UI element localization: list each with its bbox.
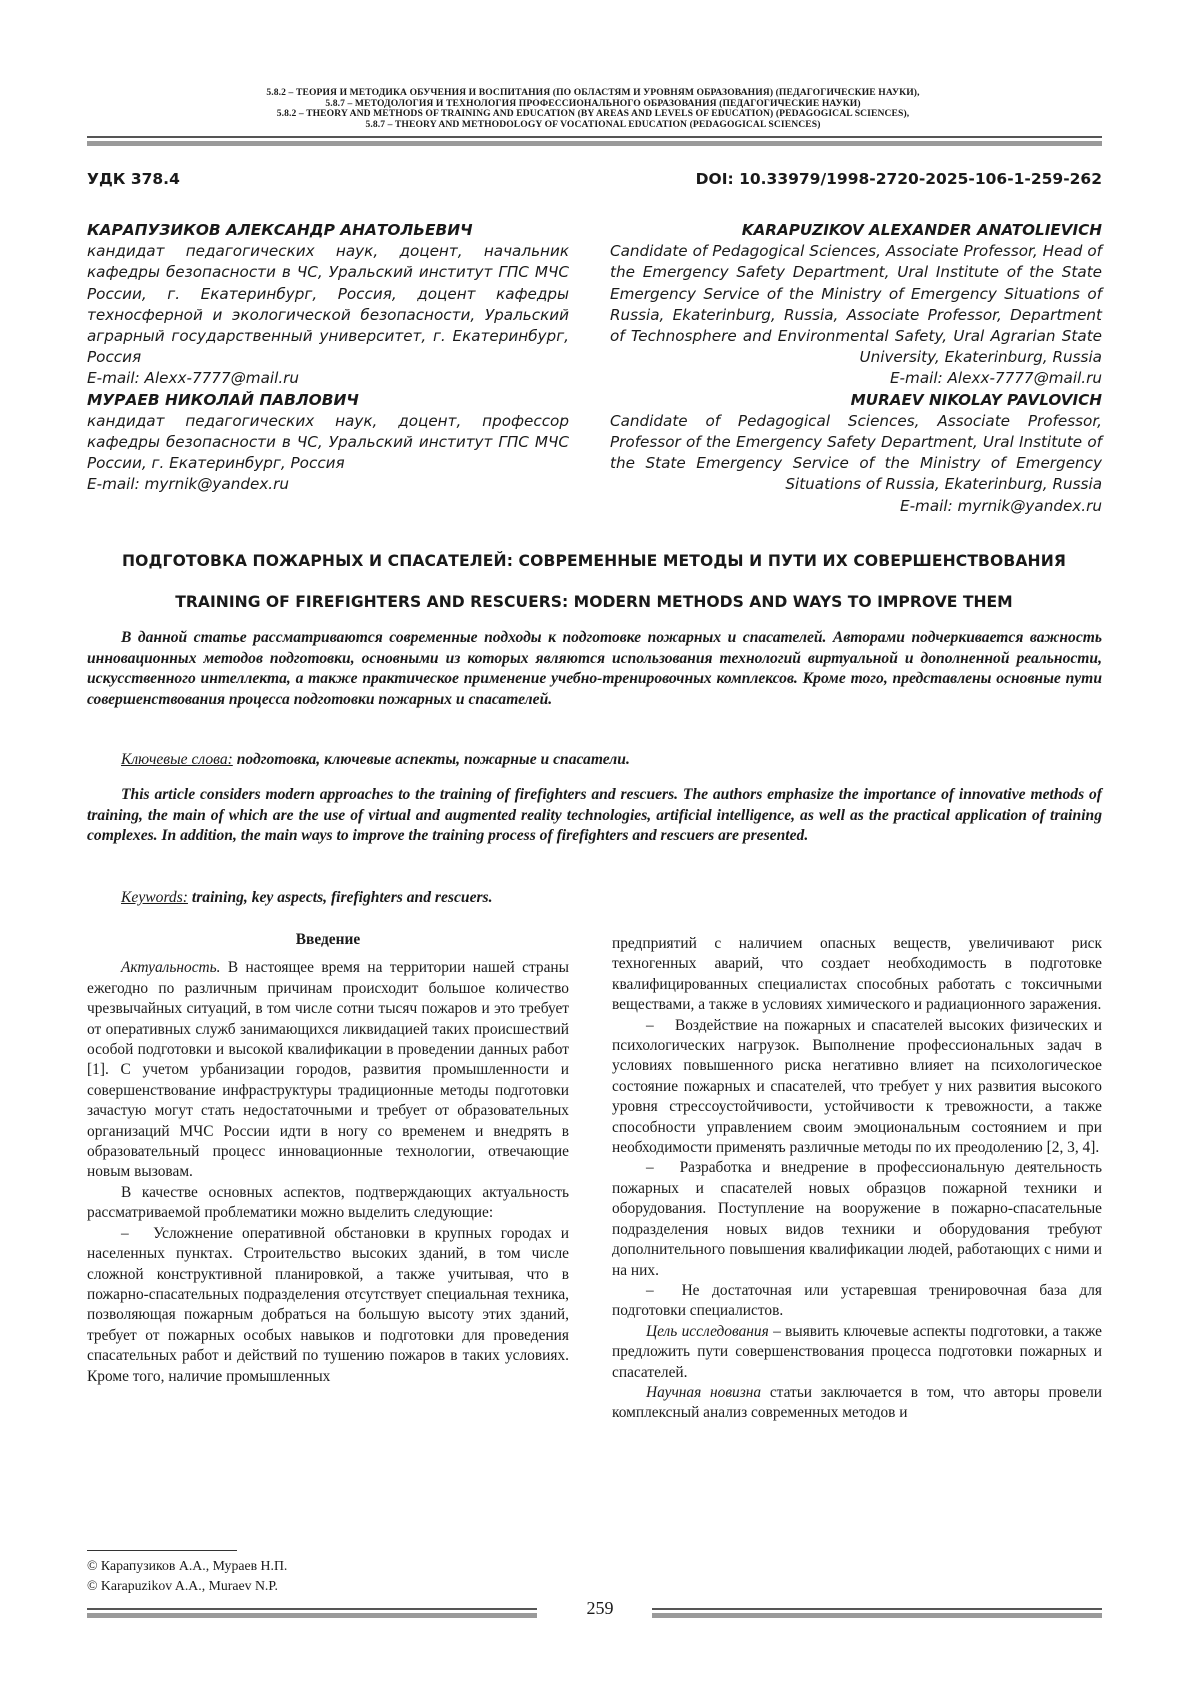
body-column-right [612,934,1102,1424]
keywords-value: подготовка, ключевые аспекты, пожарные и спасатели. [236,751,630,768]
page-number: 259 [586,1598,614,1618]
authors-en [610,220,1102,517]
keywords-value: training, key aspects, firefighters and rescuers. [191,889,493,906]
paragraph: – Воздействие на пожарных и спасателей высоких физических и психологических нагрузок. Выполнение профессиональных задач в условиях повышенного риска негативно влияет на психологическое состояние пожарных и спасателей, что требует у них развития высокого уровня стрессоустойчивости, устойчивости к тревожности, а также способности управлением своим эмоциональным состоянием и при необходимости применять различные методы по их преодолению [2, 3, 4]. [612,1016,1102,1157]
footnote-rule [87,1550,237,1551]
header-line: 5.8.7 – МЕТОДОЛОГИЯ И ТЕХНОЛОГИЯ ПРОФЕССИОНАЛЬНОГО ОБРАЗОВАНИЯ (ПЕДАГОГИЧЕСКИЕ НАУКИ) [325,97,861,109]
paragraph-text: В настоящее время на территории нашей страны ежегодно по различным причинам происходит большое количество чрезвычайных ситуаций, в том числе сотни тысяч пожаров и это требует от оперативных служб занимающихся ликвидацией таких происшествий особой подготовки и высокой квалификации в проведении данных работ [1]. С учетом урбанизации городов, развития промышленности и совершенствование инфраструктуры традиционные методы подготовки зачастую могут стать недостаточными и требует от образовательных организаций МЧС России идти в ногу со временем и внедрять в образовательный процесс инновационные технологии, отвечающие новым вызовам. [87,959,569,1181]
paragraph-lead: Актуальность. [121,959,221,977]
author-name: MURAEV NIKOLAY PAVLOVICH [850,390,1102,409]
author-name: КАРАПУЗИКОВ АЛЕКСАНДР АНАТОЛЬЕВИЧ [87,221,473,239]
doi: DOI: 10.33979/1998-2720-2025-106-1-259-262 [695,170,1102,188]
copyright-ru: © Карапузиков А.А., Мураев Н.П. [87,1558,288,1573]
paragraph [612,1383,1102,1424]
paragraph: – Усложнение оперативной обстановки в крупных городах и населенных пунктах. Строительство высоких зданий, в том числе сложной конструктивной планировкой, а также учитывая, что в пожарно-спасательных подразделения отсутствует специальная техника, позволяющая пожарным добраться на большую высоту этих зданий, требует от пожарных особых навыков и подготовки для проведения спасательных работ и действий по тушению пожаров в таких условиях. Кроме того, наличие промышленных [87,1224,569,1385]
keywords-en [121,889,493,907]
author-email: E-mail: myrnik@yandex.ru [899,496,1102,515]
header-rule-thick [87,141,1102,146]
udk-code: УДК 378.4 [87,170,180,188]
header-rule-thin [87,136,1102,138]
paragraph-lead: Научная новизна [646,1383,762,1401]
authors-ru [87,220,569,496]
paragraph-text: статьи заключается в том, что авторы провели комплексный анализ современных методов и [612,1383,1103,1422]
running-header [86,88,1100,130]
keywords-label: Keywords: [121,889,188,906]
abstract-en: This article considers modern approaches to the training of firefighters and rescuers. The authors emphasize the importance of innovative methods of training, the main of which are the use of virtual and augmented reality technologies, artificial intelligence, as well as the practical application of training complexes. In addition, the main ways to improve the training process of firefighters and rescuers are presented. [87,786,1102,845]
paragraph: – Не достаточная или устаревшая тренировочная база для подготовки специалистов. [612,1281,1102,1320]
paragraph: предприятий с наличием опасных веществ, увеличивают риск техногенных аварий, что создает необходимость в подготовке квалифицированных специалистах способных работать с токсичными веществами, а также в условиях химического и радиационного заражения. [612,935,1102,1014]
header-line: 5.8.2 – THEORY AND METHODS OF TRAINING AND EDUCATION (BY AREAS AND LEVELS OF EDUCATION) (PEDAGOGICAL SCIENCES), [276,108,910,120]
paragraph [87,958,569,1182]
paragraph [612,1322,1102,1383]
author-affiliation: кандидат педагогических наук, доцент, профессор кафедры безопасности в ЧС, Уральский институт ГПС МЧС России, г. Екатеринбург, Россия [87,411,569,473]
article-title-en: TRAINING OF FIREFIGHTERS AND RESCUERS: MODERN METHODS AND WAYS TO IMPROVE THEM [175,593,1013,611]
article-title-ru: ПОДГОТОВКА ПОЖАРНЫХ И СПАСАТЕЛЕЙ: СОВРЕМЕННЫЕ МЕТОДЫ И ПУТИ ИХ СОВЕРШЕНСТВОВАНИЯ [122,552,1066,570]
paragraph: – Разработка и внедрение в профессиональную деятельность пожарных и спасателей новых образцов пожарной техники и оборудования. Поступление на вооружение в пожарно-спасательные подразделения новых видов техники и оборудования требуют дополнительного повышения квалификации людей, работающих с ними и на них. [612,1159,1102,1279]
paragraph-text: – выявить ключевые аспекты подготовки, а также предложить пути совершенствования процесса подготовки пожарных и спасателей. [612,1322,1102,1381]
author-email: E-mail: myrnik@yandex.ru [87,475,290,494]
copyright-en: © Karapuzikov A.A., Muraev N.P. [87,1578,278,1593]
paragraph-lead: Цель исследования [646,1322,769,1340]
header-line: 5.8.2 – ТЕОРИЯ И МЕТОДИКА ОБУЧЕНИЯ И ВОСПИТАНИЯ (ПО ОБЛАСТЯМ И УРОВНЯМ ОБРАЗОВАНИЯ) (ПЕДАГОГИЧЕСКИЕ НАУКИ), [266,87,920,98]
paragraph: В качестве основных аспектов, подтверждающих актуальность рассматриваемой проблематики можно выделить следующие: [87,1183,569,1222]
body-column-left [87,930,569,1387]
author-email: E-mail: Alexx-7777@mail.ru [889,369,1102,388]
keywords-label: Ключевые слова: [121,751,233,768]
section-heading: Введение [295,931,361,948]
abstract-ru: В данной статье рассматриваются современные подходы к подготовке пожарных и спасателей. Авторами подчеркивается важность инновационных методов подготовки, основными из которых являются использования технологий виртуальной и дополненной реальности, искусственного интеллекта, а также практическое применение учебно-тренировочных комплексов. Кроме того, представлены основные пути совершенствования процесса подготовки пожарных и спасателей. [87,629,1102,709]
author-affiliation: Candidate of Pedagogical Sciences, Associate Professor, Professor of the Emergency Safety Department, Ural Institute of the State Emergency Service of the Ministry of Emergency Situations of Russia, Ekaterinburg, Russia [610,411,1102,494]
author-email: E-mail: Alexx-7777@mail.ru [87,369,300,388]
keywords-ru [121,751,630,769]
author-affiliation: Candidate of Pedagogical Sciences, Associate Professor, Head of the Emergency Safety Department, Ural Institute of the State Emergency Service of the Ministry of Emergency Situations of Russia, Ekaterinburg, Russia, Associate Professor, Department of Technosphere and Environmental Safety, Ural Agrarian State University, Ekaterinburg, Russia [610,242,1102,367]
header-line: 5.8.7 – THEORY AND METHODOLOGY OF VOCATIONAL EDUCATION (PEDAGOGICAL SCIENCES) [365,118,821,130]
author-name: МУРАЕВ НИКОЛАЙ ПАВЛОВИЧ [87,390,359,409]
author-name: KARAPUZIKOV ALEXANDER ANATOLIEVICH [741,221,1102,239]
author-affiliation: кандидат педагогических наук, доцент, начальник кафедры безопасности в ЧС, Уральский институт ГПС МЧС России, г. Екатеринбург, Россия, доцент кафедры техносферной и экологической безопасности, Уральский аграрный государственный университет, г. Екатеринбург, Россия [87,242,569,367]
